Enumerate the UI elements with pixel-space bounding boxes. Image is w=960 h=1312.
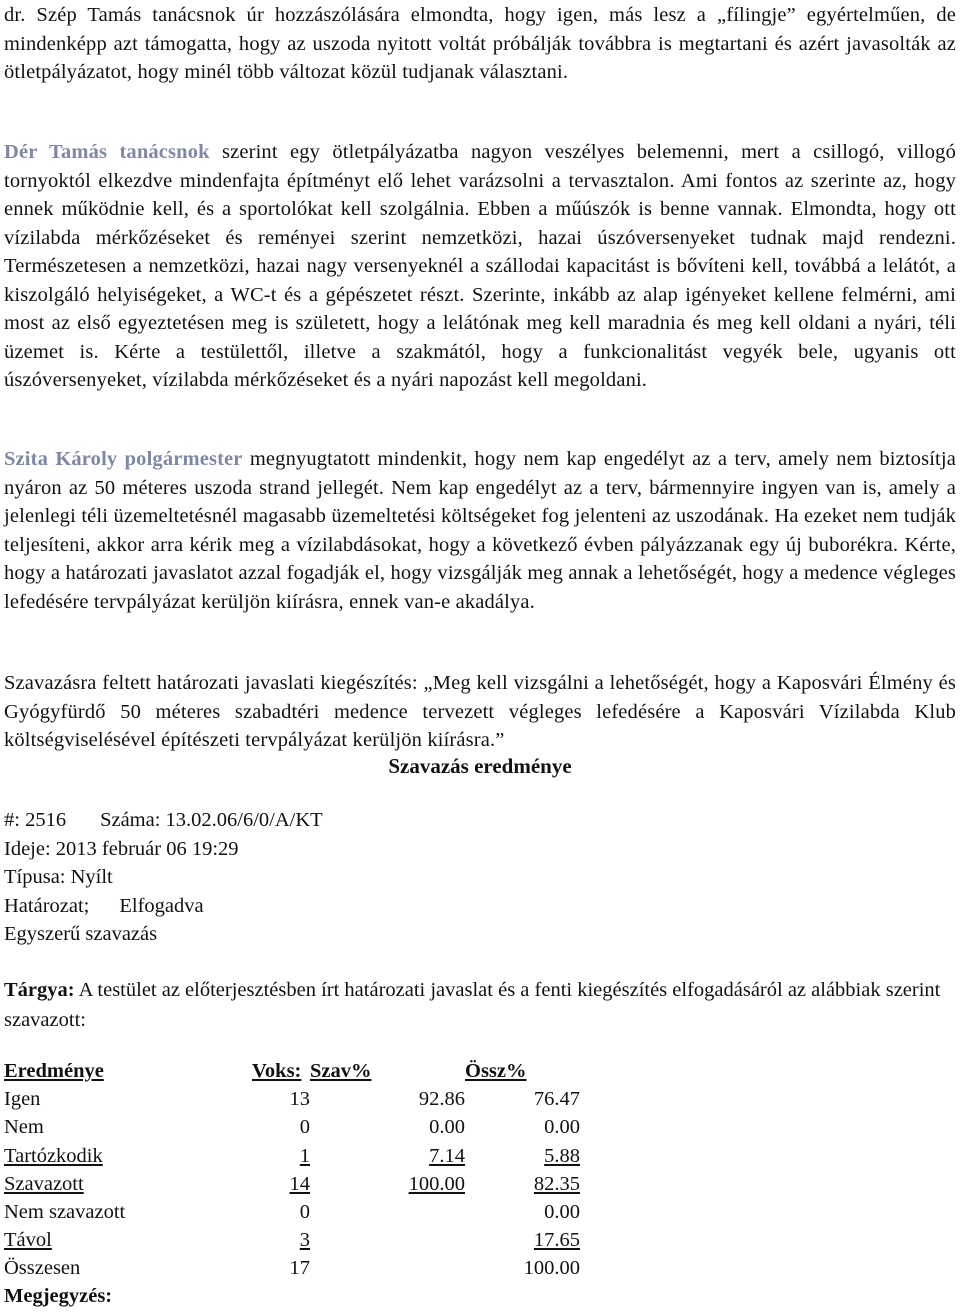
row-szav: 100.00	[408, 1172, 465, 1195]
hatarozat-label: Határozat;	[4, 894, 90, 917]
row-voks: 3	[299, 1229, 310, 1252]
row-szav	[310, 1226, 465, 1254]
row-label: Nem szavazott	[4, 1201, 126, 1224]
results-table	[4, 1057, 580, 1283]
vote-result-title: Szavazás eredménye	[388, 754, 572, 778]
row-voks: 1	[299, 1144, 310, 1167]
row-ossz: 100.00	[523, 1257, 580, 1280]
results-header-row	[4, 1057, 580, 1085]
row-voks: 0	[299, 1116, 310, 1139]
header-voks: Voks:	[252, 1060, 302, 1082]
paragraph-szep-tamas	[4, 1, 956, 87]
paragraph-vote-proposal	[4, 669, 956, 755]
table-row	[4, 1254, 580, 1282]
header-ossz: Össz%	[465, 1060, 527, 1082]
row-label: Szavazott	[4, 1172, 84, 1195]
vote-mode: Egyszerű szavazás	[4, 923, 158, 945]
row-ossz: 76.47	[533, 1088, 580, 1111]
vote-number-line	[4, 806, 604, 835]
row-label: Nem	[4, 1116, 44, 1139]
table-row	[4, 1142, 580, 1170]
row-szav: 92.86	[418, 1088, 465, 1111]
paragraph-text: megnyugtatott mindenkit, hogy nem kap engedélyt az a terv, amely nem biztosítja nyáron az 50 méteres uszoda strand jellegét. Nem kap engedélyt az a terv, bármennyire ingyen van is, amely a jelenlegi téli üzemeltetésnél magasabb üzemeltetési költségeket fog jelenteni az uszodának. Ha ezeket nem tudják teljesíteni, akkor arra kérik meg a vízilabdásokat, hogy a következő évben pályázzanak egy új buborékra. Kérte, hogy a határozati javaslatot azzal fogadják el, hogy vizsgálják meg annak a lehetőségét, hogy a medence végleges lefedésére tervpályázat kerüljön kiírásra, ennek van-e akadálya.	[4, 448, 956, 613]
row-voks: 17	[289, 1257, 310, 1280]
row-voks: 0	[299, 1201, 310, 1224]
vote-tipusa: Típusa: Nyílt	[4, 866, 113, 888]
vote-ideje: Ideje: 2013 február 06 19:29	[4, 837, 239, 860]
row-ossz: 17.65	[533, 1229, 580, 1252]
vote-meta	[4, 806, 604, 949]
subject-text: A testület az előterjesztésben írt határozati javaslat és a fenti kiegészítés elfogadásáról az alábbiak szerint szavazott:	[4, 979, 941, 1031]
speaker-name: Szita Károly polgármester	[4, 448, 243, 470]
paragraph-szita-karoly	[4, 445, 956, 616]
row-ossz: 5.88	[544, 1144, 580, 1167]
vote-subject	[4, 975, 956, 1035]
paragraph-der-tamas	[4, 138, 956, 395]
subject-label: Tárgya:	[4, 979, 75, 1001]
vote-hatarozat-line	[4, 892, 604, 921]
speaker-name: Dér Tamás tanácsnok	[4, 141, 210, 163]
paragraph-text: szerint egy ötletpályázatba nagyon veszélyes belemenni, mert a csillogó, villogó tornyoktól elkezdve mindenfajta építményt elő lehet varázsolni a tervasztalon. Ami fontos az szerinte az, hogy ennek működnie kell, és a sportolókat kell szolgálnia. Ebben a műúszók is benne vannak. Elmondta, hogy ott vízilabda mérkőzéseket és reményei szerint nemzetközi, hazai úszóversenyeket tudnak majd rendezni. Természetesen a nemzetközi, hazai nagy versenyeknél a szállodai kapacitást is bővíteni kell, továbbá a lelátót, a kiszolgáló helyiségeket, a WC-t és a gépészetet részt. Szerinte, inkább az alap igényeket kellene felmérni, ami most az első egyeztetésen meg is született, hogy a lelátónak meg kell maradnia és meg kell oldani a nyári, téli üzemet is. Kérte a testülettől, illetve a szakmától, hogy a funkcionalitást vegyék bele, ugyanis ott úszóversenyeket, vízilabda mérkőzéseket és a nyári napozást kell megoldani.	[4, 141, 956, 391]
row-ossz: 0.00	[544, 1201, 580, 1224]
row-szav: 7.14	[429, 1144, 465, 1167]
table-row	[4, 1226, 580, 1254]
hatarozat-value: Elfogadva	[119, 894, 204, 917]
row-voks: 13	[289, 1088, 310, 1111]
vote-number: #: 2516	[4, 809, 67, 831]
row-label: Tartózkodik	[4, 1144, 103, 1167]
paragraph-text: Szavazásra feltett határozati javaslati kiegészítés: „Meg kell vizsgálni a lehetőségét, hogy a Kaposvári Élmény és Gyógyfürdő 50 méteres szabadtéri medence tervezett végleges lefedésére a Kaposvári Vízilabda Klub költségviselésével építészeti tervpályázat kerüljön kiírásra.”	[4, 672, 956, 751]
table-row	[4, 1113, 580, 1141]
row-ossz: 82.35	[533, 1172, 580, 1195]
row-szav	[310, 1198, 465, 1226]
row-szav	[310, 1254, 465, 1282]
row-ossz: 0.00	[544, 1116, 580, 1139]
table-row	[4, 1085, 580, 1113]
table-row	[4, 1198, 580, 1226]
header-szav: Szav%	[310, 1060, 372, 1082]
row-voks: 14	[289, 1172, 310, 1195]
paragraph-text: dr. Szép Tamás tanácsnok úr hozzászólására elmondta, hogy igen, más lesz a „fílingje” egyértelműen, de mindenképp azt támogatta, hogy az uszoda nyitott voltát próbálják továbbra is megtartani és azért javasolták az ötletpályázatot, hogy minél több változat közül tudjanak választani.	[4, 4, 956, 83]
note-label: Megjegyzés:	[4, 1285, 113, 1307]
header-eredmenye: Eredménye	[4, 1060, 104, 1082]
row-szav: 0.00	[429, 1116, 465, 1139]
table-row	[4, 1170, 580, 1198]
row-label: Távol	[4, 1229, 52, 1252]
vote-szama: Száma: 13.02.06/6/0/A/KT	[100, 809, 323, 831]
row-label: Összesen	[4, 1257, 81, 1280]
row-label: Igen	[4, 1088, 41, 1111]
